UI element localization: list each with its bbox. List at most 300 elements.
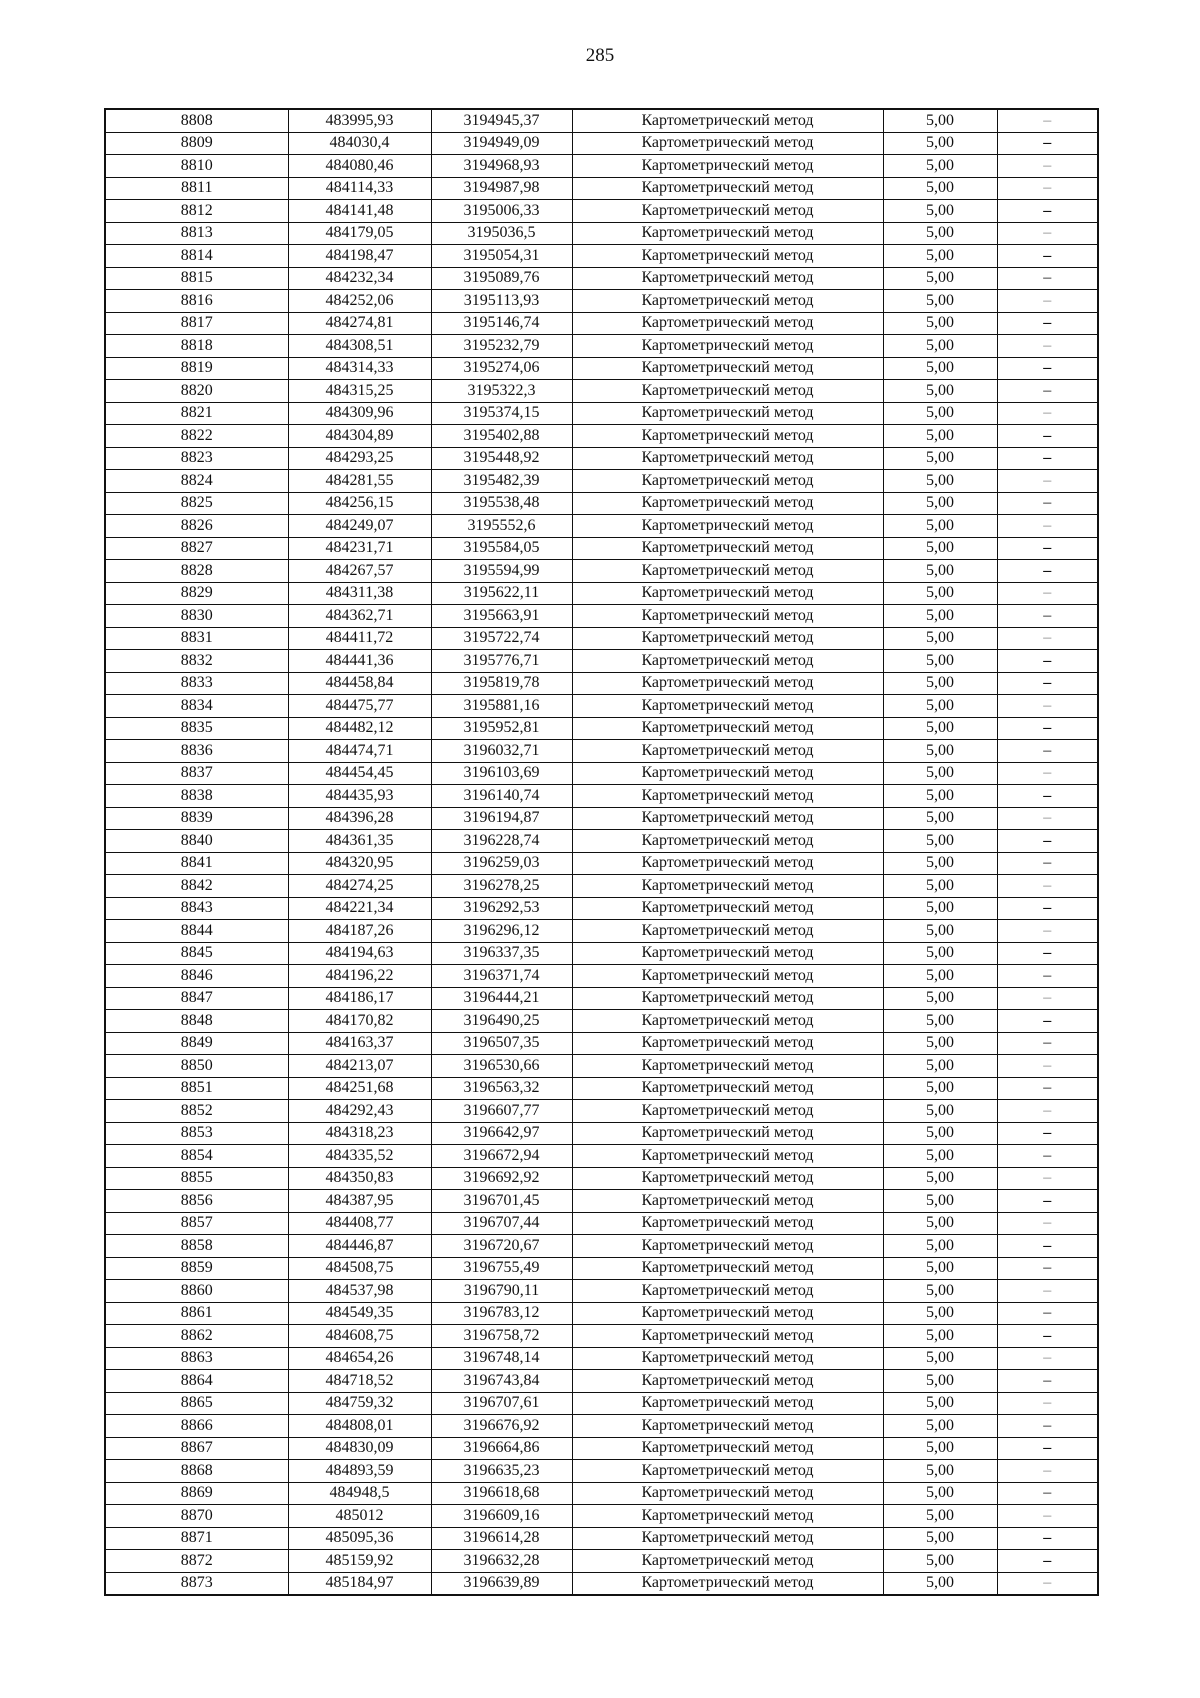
- note-cell: [997, 852, 1098, 875]
- point-number-cell: 8849: [105, 1032, 288, 1055]
- dash-mark: –: [1043, 1461, 1052, 1479]
- method-cell: Картометрический метод: [572, 830, 883, 853]
- accuracy-cell: 5,00: [883, 1572, 997, 1595]
- accuracy-cell: 5,00: [883, 672, 997, 695]
- dash-mark: –: [1043, 629, 1052, 647]
- table-row: [105, 605, 1098, 628]
- y-coordinate-cell: 3196228,74: [431, 830, 572, 853]
- accuracy-cell: 5,00: [883, 357, 997, 380]
- dash-mark: –: [1043, 111, 1052, 129]
- y-coordinate-cell: 3195584,05: [431, 537, 572, 560]
- table-row: [105, 312, 1098, 335]
- x-coordinate-cell: 484315,25: [288, 380, 431, 403]
- y-coordinate-cell: 3196632,28: [431, 1550, 572, 1573]
- x-coordinate-cell: 484274,25: [288, 875, 431, 898]
- accuracy-cell: 5,00: [883, 109, 997, 132]
- dash-mark: –: [1043, 921, 1052, 939]
- method-cell: Картометрический метод: [572, 267, 883, 290]
- point-number-cell: 8834: [105, 695, 288, 718]
- y-coordinate-cell: 3196490,25: [431, 1010, 572, 1033]
- point-number-cell: 8865: [105, 1392, 288, 1415]
- accuracy-cell: 5,00: [883, 1212, 997, 1235]
- accuracy-cell: 5,00: [883, 447, 997, 470]
- method-cell: Картометрический метод: [572, 1055, 883, 1078]
- x-coordinate-cell: 484309,96: [288, 402, 431, 425]
- point-number-cell: 8817: [105, 312, 288, 335]
- table-row: [105, 177, 1098, 200]
- accuracy-cell: 5,00: [883, 1370, 997, 1393]
- point-number-cell: 8823: [105, 447, 288, 470]
- note-cell: [997, 1460, 1098, 1483]
- method-cell: Картометрический метод: [572, 650, 883, 673]
- method-cell: Картометрический метод: [572, 1077, 883, 1100]
- note-cell: [997, 155, 1098, 178]
- table-row: [105, 1482, 1098, 1505]
- y-coordinate-cell: 3194987,98: [431, 177, 572, 200]
- point-number-cell: 8815: [105, 267, 288, 290]
- point-number-cell: 8854: [105, 1145, 288, 1168]
- dash-mark: –: [1043, 1124, 1052, 1142]
- accuracy-cell: 5,00: [883, 177, 997, 200]
- x-coordinate-cell: 484267,57: [288, 560, 431, 583]
- accuracy-cell: 5,00: [883, 695, 997, 718]
- accuracy-cell: 5,00: [883, 1190, 997, 1213]
- accuracy-cell: 5,00: [883, 1122, 997, 1145]
- note-cell: [997, 1325, 1098, 1348]
- dash-mark: –: [1043, 426, 1052, 444]
- x-coordinate-cell: 484320,95: [288, 852, 431, 875]
- y-coordinate-cell: 3195036,5: [431, 222, 572, 245]
- point-number-cell: 8870: [105, 1505, 288, 1528]
- point-number-cell: 8835: [105, 717, 288, 740]
- table-row: [105, 897, 1098, 920]
- table-row: [105, 1302, 1098, 1325]
- y-coordinate-cell: 3195374,15: [431, 402, 572, 425]
- table-row: [105, 155, 1098, 178]
- y-coordinate-cell: 3196743,84: [431, 1370, 572, 1393]
- x-coordinate-cell: 484198,47: [288, 245, 431, 268]
- dash-mark: –: [1043, 696, 1052, 714]
- table-row: [105, 357, 1098, 380]
- dash-mark: –: [1043, 1506, 1052, 1524]
- x-coordinate-cell: 484408,77: [288, 1212, 431, 1235]
- y-coordinate-cell: 3194968,93: [431, 155, 572, 178]
- point-number-cell: 8812: [105, 200, 288, 223]
- method-cell: Картометрический метод: [572, 1370, 883, 1393]
- method-cell: Картометрический метод: [572, 515, 883, 538]
- note-cell: [997, 1257, 1098, 1280]
- table-row: [105, 335, 1098, 358]
- y-coordinate-cell: 3196607,77: [431, 1100, 572, 1123]
- y-coordinate-cell: 3195322,3: [431, 380, 572, 403]
- dash-mark: –: [1043, 314, 1052, 332]
- point-number-cell: 8863: [105, 1347, 288, 1370]
- table-row: [105, 1077, 1098, 1100]
- dash-mark: –: [1043, 1281, 1052, 1299]
- accuracy-cell: 5,00: [883, 807, 997, 830]
- dash-mark: –: [1043, 831, 1052, 849]
- note-cell: [997, 109, 1098, 132]
- dash-mark: –: [1043, 1169, 1052, 1187]
- dash-mark: –: [1043, 449, 1052, 467]
- y-coordinate-cell: 3196444,21: [431, 987, 572, 1010]
- y-coordinate-cell: 3195538,48: [431, 492, 572, 515]
- dash-mark: –: [1043, 224, 1052, 242]
- x-coordinate-cell: 484308,51: [288, 335, 431, 358]
- table-row: [105, 1055, 1098, 1078]
- accuracy-cell: 5,00: [883, 290, 997, 313]
- note-cell: [997, 1392, 1098, 1415]
- dash-mark: –: [1043, 539, 1052, 557]
- x-coordinate-cell: 484274,81: [288, 312, 431, 335]
- table-row: [105, 717, 1098, 740]
- note-cell: [997, 200, 1098, 223]
- note-cell: [997, 290, 1098, 313]
- dash-mark: –: [1043, 359, 1052, 377]
- table-row: [105, 1460, 1098, 1483]
- dash-mark: –: [1043, 381, 1052, 399]
- method-cell: Картометрический метод: [572, 132, 883, 155]
- method-cell: Картометрический метод: [572, 1235, 883, 1258]
- dash-mark: –: [1043, 966, 1052, 984]
- x-coordinate-cell: 484281,55: [288, 470, 431, 493]
- note-cell: [997, 1122, 1098, 1145]
- table-row: [105, 492, 1098, 515]
- table-row: [105, 852, 1098, 875]
- note-cell: [997, 1167, 1098, 1190]
- method-cell: Картометрический метод: [572, 875, 883, 898]
- method-cell: Картометрический метод: [572, 942, 883, 965]
- method-cell: Картометрический метод: [572, 1415, 883, 1438]
- table-row: [105, 1550, 1098, 1573]
- dash-mark: –: [1043, 561, 1052, 579]
- y-coordinate-cell: 3196676,92: [431, 1415, 572, 1438]
- dash-mark: –: [1043, 1416, 1052, 1434]
- x-coordinate-cell: 484475,77: [288, 695, 431, 718]
- accuracy-cell: 5,00: [883, 920, 997, 943]
- note-cell: [997, 245, 1098, 268]
- method-cell: Картометрический метод: [572, 1550, 883, 1573]
- note-cell: [997, 1302, 1098, 1325]
- dash-mark: –: [1043, 899, 1052, 917]
- note-cell: [997, 1572, 1098, 1595]
- point-number-cell: 8822: [105, 425, 288, 448]
- point-number-cell: 8847: [105, 987, 288, 1010]
- note-cell: [997, 807, 1098, 830]
- dash-mark: –: [1043, 1371, 1052, 1389]
- y-coordinate-cell: 3196707,44: [431, 1212, 572, 1235]
- accuracy-cell: 5,00: [883, 1235, 997, 1258]
- method-cell: Картометрический метод: [572, 1010, 883, 1033]
- accuracy-cell: 5,00: [883, 380, 997, 403]
- dash-mark: –: [1043, 1574, 1052, 1592]
- dash-mark: –: [1043, 1236, 1052, 1254]
- method-cell: Картометрический метод: [572, 1325, 883, 1348]
- dash-mark: –: [1043, 1101, 1052, 1119]
- dash-mark: –: [1043, 1394, 1052, 1412]
- accuracy-cell: 5,00: [883, 1302, 997, 1325]
- note-cell: [997, 470, 1098, 493]
- dash-mark: –: [1043, 471, 1052, 489]
- method-cell: Картометрический метод: [572, 1280, 883, 1303]
- table-row: [105, 1122, 1098, 1145]
- x-coordinate-cell: 484361,35: [288, 830, 431, 853]
- note-cell: [997, 785, 1098, 808]
- point-number-cell: 8867: [105, 1437, 288, 1460]
- y-coordinate-cell: 3195006,33: [431, 200, 572, 223]
- accuracy-cell: 5,00: [883, 560, 997, 583]
- y-coordinate-cell: 3196672,94: [431, 1145, 572, 1168]
- accuracy-cell: 5,00: [883, 470, 997, 493]
- y-coordinate-cell: 3196720,67: [431, 1235, 572, 1258]
- method-cell: Картометрический метод: [572, 1392, 883, 1415]
- method-cell: Картометрический метод: [572, 1460, 883, 1483]
- note-cell: [997, 987, 1098, 1010]
- point-number-cell: 8837: [105, 762, 288, 785]
- x-coordinate-cell: 484458,84: [288, 672, 431, 695]
- note-cell: [997, 335, 1098, 358]
- y-coordinate-cell: 3196790,11: [431, 1280, 572, 1303]
- method-cell: Картометрический метод: [572, 290, 883, 313]
- point-number-cell: 8839: [105, 807, 288, 830]
- y-coordinate-cell: 3196563,32: [431, 1077, 572, 1100]
- x-coordinate-cell: 484396,28: [288, 807, 431, 830]
- y-coordinate-cell: 3196783,12: [431, 1302, 572, 1325]
- table-row: [105, 109, 1098, 132]
- y-coordinate-cell: 3194949,09: [431, 132, 572, 155]
- y-coordinate-cell: 3196292,53: [431, 897, 572, 920]
- y-coordinate-cell: 3196194,87: [431, 807, 572, 830]
- accuracy-cell: 5,00: [883, 965, 997, 988]
- accuracy-cell: 5,00: [883, 650, 997, 673]
- note-cell: [997, 1527, 1098, 1550]
- point-number-cell: 8833: [105, 672, 288, 695]
- note-cell: [997, 1482, 1098, 1505]
- table-row: [105, 402, 1098, 425]
- x-coordinate-cell: 484252,06: [288, 290, 431, 313]
- note-cell: [997, 447, 1098, 470]
- table-row: [105, 267, 1098, 290]
- x-coordinate-cell: 484232,34: [288, 267, 431, 290]
- note-cell: [997, 875, 1098, 898]
- accuracy-cell: 5,00: [883, 1077, 997, 1100]
- accuracy-cell: 5,00: [883, 200, 997, 223]
- method-cell: Картометрический метод: [572, 560, 883, 583]
- x-coordinate-cell: 485012: [288, 1505, 431, 1528]
- accuracy-cell: 5,00: [883, 1167, 997, 1190]
- accuracy-cell: 5,00: [883, 402, 997, 425]
- x-coordinate-cell: 484474,71: [288, 740, 431, 763]
- note-cell: [997, 357, 1098, 380]
- dash-mark: –: [1043, 1529, 1052, 1547]
- method-cell: Картометрический метод: [572, 920, 883, 943]
- table-row: [105, 1145, 1098, 1168]
- method-cell: Картометрический метод: [572, 582, 883, 605]
- method-cell: Картометрический метод: [572, 807, 883, 830]
- note-cell: [997, 1055, 1098, 1078]
- x-coordinate-cell: 484654,26: [288, 1347, 431, 1370]
- y-coordinate-cell: 3196140,74: [431, 785, 572, 808]
- method-cell: Картометрический метод: [572, 785, 883, 808]
- x-coordinate-cell: 484141,48: [288, 200, 431, 223]
- note-cell: [997, 312, 1098, 335]
- y-coordinate-cell: 3196707,61: [431, 1392, 572, 1415]
- y-coordinate-cell: 3196371,74: [431, 965, 572, 988]
- x-coordinate-cell: 484362,71: [288, 605, 431, 628]
- x-coordinate-cell: 484335,52: [288, 1145, 431, 1168]
- y-coordinate-cell: 3194945,37: [431, 109, 572, 132]
- table-row: [105, 830, 1098, 853]
- note-cell: [997, 1100, 1098, 1123]
- dash-mark: –: [1043, 584, 1052, 602]
- dash-mark: –: [1043, 606, 1052, 624]
- note-cell: [997, 965, 1098, 988]
- note-cell: [997, 695, 1098, 718]
- accuracy-cell: 5,00: [883, 942, 997, 965]
- x-coordinate-cell: 484187,26: [288, 920, 431, 943]
- x-coordinate-cell: 484482,12: [288, 717, 431, 740]
- x-coordinate-cell: 484304,89: [288, 425, 431, 448]
- table-row: [105, 380, 1098, 403]
- y-coordinate-cell: 3195448,92: [431, 447, 572, 470]
- y-coordinate-cell: 3196692,92: [431, 1167, 572, 1190]
- dash-mark: –: [1043, 1214, 1052, 1232]
- x-coordinate-cell: 484350,83: [288, 1167, 431, 1190]
- method-cell: Картометрический метод: [572, 1190, 883, 1213]
- note-cell: [997, 132, 1098, 155]
- x-coordinate-cell: 484314,33: [288, 357, 431, 380]
- point-number-cell: 8866: [105, 1415, 288, 1438]
- dash-mark: –: [1043, 944, 1052, 962]
- y-coordinate-cell: 3195054,31: [431, 245, 572, 268]
- y-coordinate-cell: 3196748,14: [431, 1347, 572, 1370]
- accuracy-cell: 5,00: [883, 222, 997, 245]
- x-coordinate-cell: 484948,5: [288, 1482, 431, 1505]
- note-cell: [997, 1077, 1098, 1100]
- dash-mark: –: [1043, 809, 1052, 827]
- accuracy-cell: 5,00: [883, 1505, 997, 1528]
- method-cell: Картометрический метод: [572, 470, 883, 493]
- method-cell: Картометрический метод: [572, 1212, 883, 1235]
- method-cell: Картометрический метод: [572, 672, 883, 695]
- x-coordinate-cell: 485095,36: [288, 1527, 431, 1550]
- x-coordinate-cell: 484114,33: [288, 177, 431, 200]
- method-cell: Картометрический метод: [572, 155, 883, 178]
- method-cell: Картометрический метод: [572, 965, 883, 988]
- accuracy-cell: 5,00: [883, 1392, 997, 1415]
- y-coordinate-cell: 3196609,16: [431, 1505, 572, 1528]
- point-number-cell: 8832: [105, 650, 288, 673]
- accuracy-cell: 5,00: [883, 515, 997, 538]
- point-number-cell: 8830: [105, 605, 288, 628]
- x-coordinate-cell: 484441,36: [288, 650, 431, 673]
- y-coordinate-cell: 3195146,74: [431, 312, 572, 335]
- y-coordinate-cell: 3196530,66: [431, 1055, 572, 1078]
- point-number-cell: 8856: [105, 1190, 288, 1213]
- point-number-cell: 8868: [105, 1460, 288, 1483]
- note-cell: [997, 1437, 1098, 1460]
- table-row: [105, 1280, 1098, 1303]
- method-cell: Картометрический метод: [572, 335, 883, 358]
- accuracy-cell: 5,00: [883, 852, 997, 875]
- y-coordinate-cell: 3196758,72: [431, 1325, 572, 1348]
- y-coordinate-cell: 3196614,28: [431, 1527, 572, 1550]
- table-row: [105, 1010, 1098, 1033]
- point-number-cell: 8851: [105, 1077, 288, 1100]
- method-cell: Картометрический метод: [572, 1100, 883, 1123]
- point-number-cell: 8848: [105, 1010, 288, 1033]
- table-row: [105, 695, 1098, 718]
- accuracy-cell: 5,00: [883, 1055, 997, 1078]
- y-coordinate-cell: 3195622,11: [431, 582, 572, 605]
- note-cell: [997, 672, 1098, 695]
- table-row: [105, 1190, 1098, 1213]
- accuracy-cell: 5,00: [883, 312, 997, 335]
- table-row: [105, 1325, 1098, 1348]
- point-number-cell: 8825: [105, 492, 288, 515]
- y-coordinate-cell: 3195594,99: [431, 560, 572, 583]
- dash-mark: –: [1043, 516, 1052, 534]
- table-row: [105, 1032, 1098, 1055]
- dash-mark: –: [1043, 1034, 1052, 1052]
- method-cell: Картометрический метод: [572, 200, 883, 223]
- table-row: [105, 200, 1098, 223]
- note-cell: [997, 1415, 1098, 1438]
- x-coordinate-cell: 484411,72: [288, 627, 431, 650]
- note-cell: [997, 1010, 1098, 1033]
- dash-mark: –: [1043, 854, 1052, 872]
- point-number-cell: 8813: [105, 222, 288, 245]
- table-row: [105, 1572, 1098, 1595]
- x-coordinate-cell: 485184,97: [288, 1572, 431, 1595]
- note-cell: [997, 1347, 1098, 1370]
- accuracy-cell: 5,00: [883, 155, 997, 178]
- point-number-cell: 8818: [105, 335, 288, 358]
- note-cell: [997, 942, 1098, 965]
- x-coordinate-cell: 484537,98: [288, 1280, 431, 1303]
- note-cell: [997, 740, 1098, 763]
- point-number-cell: 8850: [105, 1055, 288, 1078]
- point-number-cell: 8858: [105, 1235, 288, 1258]
- point-number-cell: 8814: [105, 245, 288, 268]
- table-row: [105, 762, 1098, 785]
- accuracy-cell: 5,00: [883, 1325, 997, 1348]
- y-coordinate-cell: 3196296,12: [431, 920, 572, 943]
- y-coordinate-cell: 3195663,91: [431, 605, 572, 628]
- dash-mark: –: [1043, 1551, 1052, 1569]
- page-number: 285: [585, 45, 615, 66]
- y-coordinate-cell: 3195722,74: [431, 627, 572, 650]
- x-coordinate-cell: 485159,92: [288, 1550, 431, 1573]
- point-number-cell: 8810: [105, 155, 288, 178]
- table-row: [105, 1437, 1098, 1460]
- note-cell: [997, 1235, 1098, 1258]
- dash-mark: –: [1043, 1011, 1052, 1029]
- accuracy-cell: 5,00: [883, 1550, 997, 1573]
- accuracy-cell: 5,00: [883, 897, 997, 920]
- dash-mark: –: [1043, 1439, 1052, 1457]
- point-number-cell: 8871: [105, 1527, 288, 1550]
- table-row: [105, 807, 1098, 830]
- method-cell: Картометрический метод: [572, 605, 883, 628]
- point-number-cell: 8846: [105, 965, 288, 988]
- point-number-cell: 8826: [105, 515, 288, 538]
- point-number-cell: 8842: [105, 875, 288, 898]
- x-coordinate-cell: 484759,32: [288, 1392, 431, 1415]
- note-cell: [997, 762, 1098, 785]
- coordinates-table: [104, 108, 1099, 1596]
- dash-mark: –: [1043, 201, 1052, 219]
